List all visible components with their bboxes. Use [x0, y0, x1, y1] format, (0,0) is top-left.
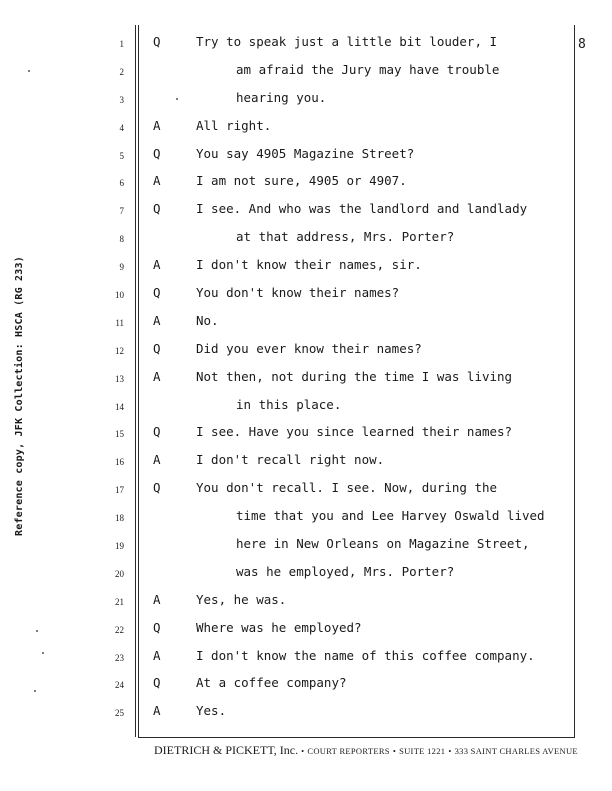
line-text: Yes.	[196, 703, 227, 719]
transcript-line	[0, 449, 612, 477]
speaker-label: A	[153, 312, 161, 328]
speaker-label: Q	[153, 145, 161, 161]
transcript-line	[0, 700, 612, 728]
line-text: hearing you.	[236, 89, 327, 105]
line-text: Where was he employed?	[196, 619, 362, 635]
speaker-label: A	[153, 452, 161, 468]
speaker-label: A	[153, 368, 161, 384]
line-number: 21	[115, 596, 124, 607]
transcript-line	[0, 561, 612, 589]
speaker-label: Q	[153, 619, 161, 635]
line-text: All right.	[196, 117, 272, 133]
transcript	[0, 31, 612, 728]
street-address: 333 SAINT CHARLES AVENUE	[454, 746, 578, 756]
line-text: I see. Have you since learned their names?	[196, 424, 513, 440]
transcript-line	[0, 226, 612, 254]
line-text: I am not sure, 4905 or 4907.	[196, 173, 407, 189]
speaker-label: Q	[153, 424, 161, 440]
line-text: You say 4905 Magazine Street?	[196, 145, 415, 161]
transcript-line	[0, 672, 612, 700]
line-number: 17	[115, 485, 124, 496]
line-number: 15	[115, 429, 124, 440]
transcript-line	[0, 394, 612, 422]
transcript-line	[0, 282, 612, 310]
speaker-label: A	[153, 591, 161, 607]
line-number: 2	[119, 66, 124, 77]
speaker-label: A	[153, 173, 161, 189]
transcript-line	[0, 617, 612, 645]
transcript-line	[0, 589, 612, 617]
speaker-label: Q	[153, 675, 161, 691]
line-text: Try to speak just a little bit louder, I	[196, 34, 498, 49]
reference-side-note: Reference copy, JFK Collection: HSCA (RG 233)	[14, 256, 25, 536]
court-reporters-label: COURT REPORTERS	[307, 746, 390, 756]
transcript-line	[0, 366, 612, 394]
line-number: 7	[119, 206, 124, 217]
bottom-rule	[138, 737, 575, 738]
line-number: 16	[115, 457, 124, 468]
line-text: I don't know their names, sir.	[196, 257, 422, 273]
speaker-label: A	[153, 117, 161, 133]
line-text: in this place.	[236, 396, 342, 412]
line-text: I don't recall right now.	[196, 452, 385, 468]
speaker-label: Q	[153, 201, 161, 217]
line-text: No.	[196, 312, 219, 328]
line-number: 6	[119, 178, 124, 189]
footer	[154, 743, 578, 758]
transcript-line	[0, 338, 612, 366]
line-number: 11	[115, 317, 124, 328]
line-text: time that you and Lee Harvey Oswald lived	[236, 508, 545, 524]
speaker-label: Q	[153, 34, 161, 49]
line-number: 19	[115, 541, 124, 552]
line-number: 20	[115, 568, 124, 579]
line-number: 12	[115, 345, 124, 356]
line-number: 3	[119, 94, 124, 105]
line-number: 10	[115, 290, 124, 301]
transcript-line	[0, 59, 612, 87]
line-text: Not then, not during the time I was living	[196, 368, 513, 384]
line-text: am afraid the Jury may have trouble	[236, 61, 500, 77]
transcript-line	[0, 310, 612, 338]
transcript-line	[0, 505, 612, 533]
transcript-line	[0, 254, 612, 282]
transcript-line	[0, 143, 612, 171]
line-number: 23	[115, 652, 124, 663]
line-text: You don't know their names?	[196, 285, 400, 301]
line-number: 5	[119, 150, 124, 161]
footer-separator: •	[392, 746, 397, 756]
line-number: 18	[115, 513, 124, 524]
line-number: 24	[115, 680, 124, 691]
transcript-line	[0, 31, 612, 59]
transcript-line	[0, 170, 612, 198]
transcript-line	[0, 198, 612, 226]
line-number: 13	[115, 373, 124, 384]
speaker-label: Q	[153, 480, 161, 496]
line-number: 4	[119, 122, 124, 133]
speaker-label: A	[153, 257, 161, 273]
transcript-line	[0, 87, 612, 115]
page-number: 8	[578, 37, 586, 52]
suite-label: SUITE 1221	[399, 746, 446, 756]
line-number: 14	[115, 401, 124, 412]
line-text: Yes, he was.	[196, 591, 287, 607]
line-text: You don't recall. I see. Now, during the	[196, 480, 498, 496]
line-number: 9	[119, 262, 124, 273]
speaker-label: Q	[153, 340, 161, 356]
line-text: here in New Orleans on Magazine Street,	[236, 536, 530, 552]
transcript-line	[0, 645, 612, 673]
line-number: 25	[115, 708, 124, 719]
line-number: 8	[119, 234, 124, 245]
line-number: 22	[115, 624, 124, 635]
speaker-label: Q	[153, 285, 161, 301]
footer-separator: •	[301, 746, 305, 756]
speaker-label: A	[153, 703, 161, 719]
footer-separator: •	[448, 746, 452, 756]
transcript-line	[0, 477, 612, 505]
transcript-line	[0, 115, 612, 143]
line-text: at that address, Mrs. Porter?	[236, 229, 455, 245]
speaker-label: A	[153, 647, 161, 663]
line-text: I see. And who was the landlord and landlady	[196, 201, 528, 217]
firm-name: DIETRICH & PICKETT, Inc.	[154, 743, 299, 757]
line-number: 1	[119, 39, 124, 49]
line-text: Did you ever know their names?	[196, 340, 422, 356]
line-text: I don't know the name of this coffee company.	[196, 647, 535, 663]
line-text: was he employed, Mrs. Porter?	[236, 563, 455, 579]
transcript-line	[0, 533, 612, 561]
transcript-line	[0, 421, 612, 449]
line-text: At a coffee company?	[196, 675, 347, 691]
